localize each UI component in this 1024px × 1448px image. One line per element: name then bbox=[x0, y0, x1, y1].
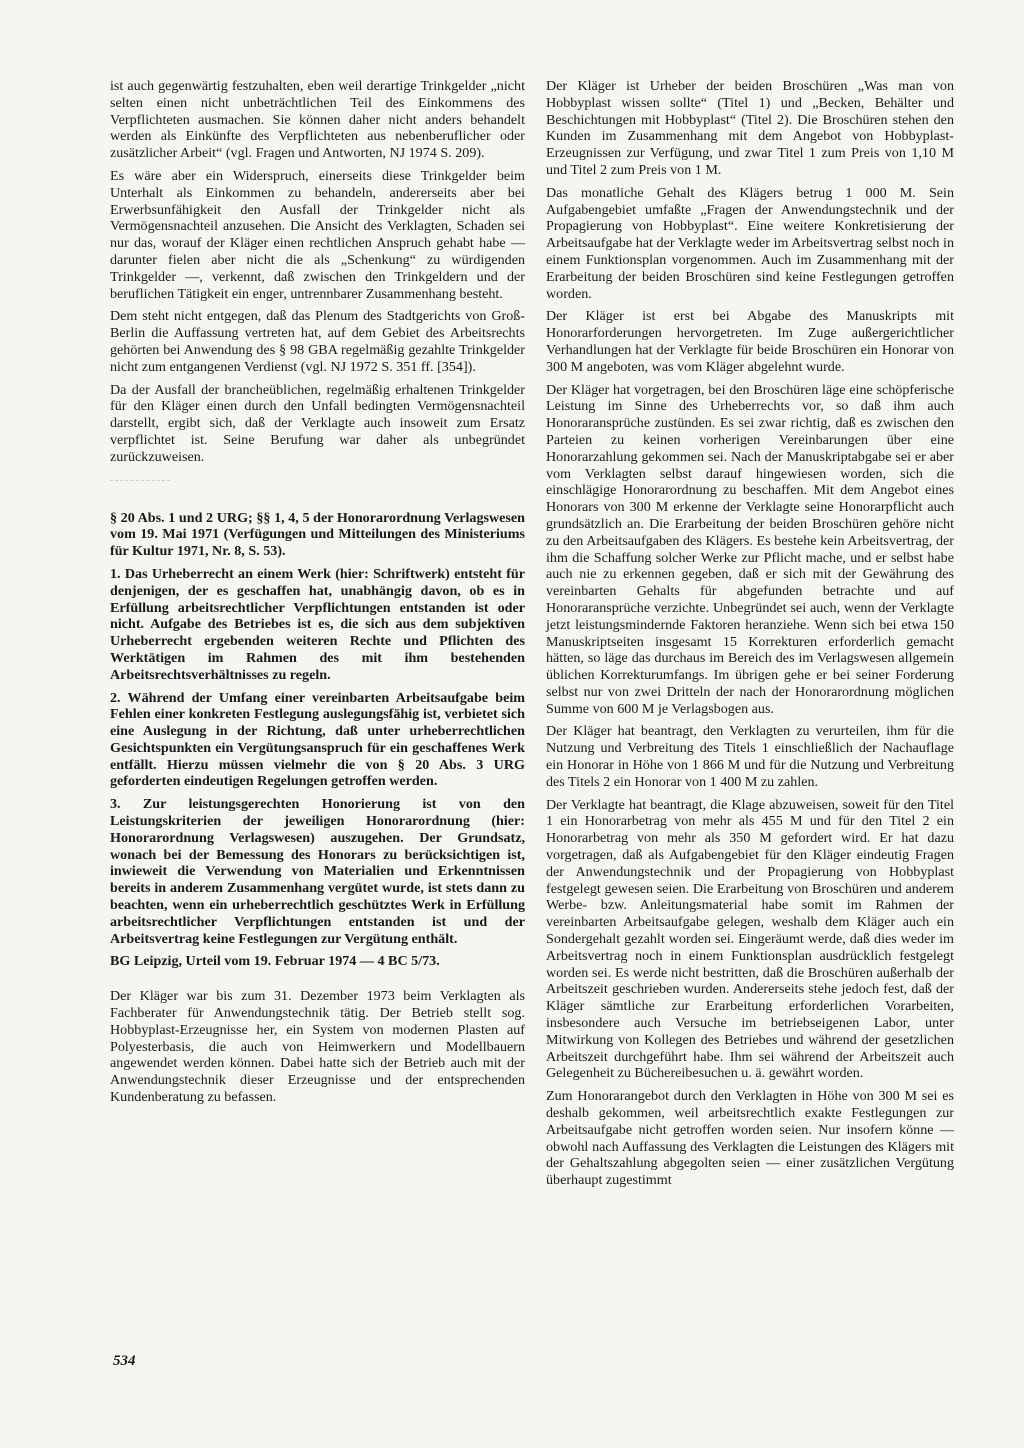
paragraph: Der Kläger ist Urheber der beiden Broschüren „Was man von Hobbyplast wissen sollte“ (Titel 1) und „Becken, Behälter und Beschichtungen mit Hobbyplast“ (Titel 2). Die Broschüren stehen den Kunden im Zusammenhang mit dem Angebot von Hobbyplast-Erzeugnissen zur Verfügung, und zwar Titel 1 zum Preis von 1,10 M und Titel 2 zum Preis von 1 M. bbox=[546, 78, 954, 178]
paragraph: Das monatliche Gehalt des Klägers betrug 1 000 M. Sein Aufgabengebiet umfaßte „Fragen der Anwendungstechnik und der Propagierung von Hobbyplast“. Eine weitere Konkretisierung der Arbeitsaufgabe hat der Verklagte weder im Arbeitsvertrag selbst noch in einem Funktionsplan vorgenommen. Auch im Zusammenhang mit der Erarbeitung der beiden Broschüren sind keine Festlegungen getroffen worden. bbox=[546, 184, 954, 302]
headnote: 2. Während der Umfang einer vereinbarten Arbeitsaufgabe beim Fehlen einer konkreten Festlegung auslegungsfähig ist, verbietet sich eine Auslegung in der Richtung, daß unter urheberrechtlichen Gesichtspunkten ein Vergütungsanspruch für ein geschaffenes Werk entfällt. Hierzu müssen vielmehr die von § 20 Abs. 3 URG geforderten eindeutigen Regelungen getroffen werden. bbox=[110, 689, 525, 790]
left-column bbox=[110, 78, 525, 1112]
paragraph: Dem steht nicht entgegen, daß das Plenum des Stadtgerichts von Groß-Berlin die Auffassung vertreten hat, auf dem Gebiet des Arbeitsrechts gehörten bei Anwendung des § 98 GBA regelmäßig gezahlte Trinkgelder nicht zum entgangenen Verdienst (vgl. NJ 1972 S. 351 ff. [354]). bbox=[110, 308, 525, 375]
paragraph: Der Kläger ist erst bei Abgabe des Manuskripts mit Honorarforderungen hervorgetreten. Im Zuge außergerichtlicher Verhandlungen hat der Verklagte für beide Broschüren ein Honorar von 300 M angeboten, was vom Kläger abgelehnt wurde. bbox=[546, 308, 954, 375]
headnote: 3. Zur leistungsgerechten Honorierung ist von den Leistungskriterien der jeweiligen Honorarordnung (hier: Honorarordnung Verlagswesen) auszugehen. Der Grundsatz, wonach bei der Bemessung des Honorars zu berücksichtigen ist, inwieweit die Verwendung von Materialien und Erkenntnissen bereits in anderem Zusammenhang vergütet wurde, ist stets dann zu beachten, wenn ein urheberrechtlich geschütztes Werk in Erfüllung arbeitsrechtlicher Verpflichtungen entstanden ist und der Arbeitsvertrag keine Festlegungen zur Vergütung enthält. bbox=[110, 796, 525, 947]
paragraph: Zum Honorarangebot durch den Verklagten in Höhe von 300 M sei es deshalb gekommen, weil arbeitsrechtlich exakte Festlegungen zur Arbeitsaufgabe nicht getroffen worden seien. Nur insofern könne — obwohl nach Auffassung des Verklagten die Leistungen des Klägers mit der Gehaltszahlung abgegolten seien — einer zusätzlichen Vergütung überhaupt zugestimmt bbox=[546, 1088, 954, 1189]
page-number: 534 bbox=[113, 1353, 136, 1369]
right-column bbox=[546, 78, 954, 1195]
paragraph: Es wäre aber ein Widerspruch, einerseits diese Trinkgelder beim Unterhalt als Einkommen zu behandeln, andererseits aber bei Erwerbsunfähigkeit den Ausfall der Trinkgelder nicht als Vermögensnachteil anzusehen. Die Ansicht des Verklagten, Schaden sei nur das, worauf der Kläger einen rechtlichen Anspruch gehabt habe — darunter fielen aber nicht die als „Schenkung“ zu würdigenden Trinkgelder —, verkennt, daß zwischen den Trinkgeldern und der beruflichen Tätigkeit ein enger, untrennbarer Zusammenhang besteht. bbox=[110, 167, 525, 302]
paragraph: Da der Ausfall der brancheüblichen, regelmäßig erhaltenen Trinkgelder für den Kläger einen durch den Unfall bedingten Vermögensnachteil darstellt, ergibt sich, daß der Verklagte auch insoweit zum Ersatz verpflichtet ist. Seine Berufung war daher als unbegründet zurückzuweisen. bbox=[110, 381, 525, 465]
paragraph: Der Verklagte hat beantragt, die Klage abzuweisen, soweit für den Titel 1 ein Honorarbetrag von mehr als 455 M und für den Titel 2 ein Honorarbetrag von mehr als 350 M gefordert wird. Er hat dazu vorgetragen, daß als Aufgabengebiet für den Kläger eindeutig Fragen der Anwendungstechnik und der Propagierung von Hobbyplast festgelegt gewesen seien. Die Erarbeitung von Broschüren und anderem Werbe- bzw. Anleitungsmaterial habe somit im Rahmen der vereinbarten Arbeitsaufgabe gelegen, weshalb dem Kläger auch ein Sondergehalt gezahlt worden sei. Eingeräumt werde, daß dies weder im Arbeitsvertrag noch in einem Funktionsplan ausdrücklich festgelegt worden sei. Es werde nicht bestritten, daß die Broschüren außerhalb der Arbeitszeit geschrieben wurden. Andererseits stehe jedoch fest, daß der Kläger sämtliche zur Erarbeitung erforderlichen Vorarbeiten, insbesondere auch Versuche im betriebseigenen Labor, unter Mitwirkung von Kollegen des Betriebes und während der gesetzlichen Arbeitszeit durchgeführt habe. Ihm sei während der Arbeitszeit auch Gelegenheit zu Büchereibesuchen u. ä. gewährt worden. bbox=[546, 796, 954, 1082]
paragraph: Der Kläger war bis zum 31. Dezember 1973 beim Verklagten als Fachberater für Anwendungstechnik tätig. Der Betrieb stellt sog. Hobbyplast-Erzeugnisse her, ein System von modernen Plasten auf Polyesterbasis, die auch von Heimwerkern und Modellbauern angewendet werden können. Dabei hatte sich der Betrieb auch mit der Anwendungstechnik dieser Erzeugnisse und der entsprechenden Kundenberatung zu befassen. bbox=[110, 988, 525, 1106]
paragraph: Der Kläger hat beantragt, den Verklagten zu verurteilen, ihm für die Nutzung und Verbreitung des Titels 1 einschließlich der Nachauflage ein Honorar in Höhe von 1 866 M und für die Nutzung und Verbreitung des Titels 2 ein Honorar von 1 400 M zu zahlen. bbox=[546, 723, 954, 790]
spacer bbox=[110, 976, 525, 988]
paragraph: Der Kläger hat vorgetragen, bei den Broschüren läge eine schöpferische Leistung im Sinne des Urheberrechts vor, so daß ihm auch Honoraransprüche zustünden. Es sei zwar richtig, daß es zwischen den Parteien zu keinen vorherigen Vereinbarungen über eine Honorarzahlung gekommen sei. Nach der Manuskriptabgabe sei er aber vom Verklagten selbst darauf hingewiesen worden, sich die einschlägige Honorarordnung zu beschaffen. Mit dem Angebot eines Honorars von 300 M erkenne der Verklagte seine Honorarpflicht auch grundsätzlich an. Die Erarbeitung der beiden Broschüren gehöre nicht zu den Arbeitsaufgaben des Klägers. Es bestehe kein Arbeitsvertrag, der ihm die Schaffung solcher Werke zur Pflicht mache, und er selbst habe auch nie zu erkennen gegeben, daß er sich mit der Gewährung des vereinbarten Gehalts für abgefunden betrachte und auf Honoraransprüche verzichte. Unbegründet sei auch, wenn der Verklagte jetzt leistungsmindernde Faktoren heranziehe. Wenn sich bei etwa 150 Manuskriptseiten insgesamt 15 Korrekturen erforderlich gemacht hätten, so läge das durchaus im Bereich des im Verlagswesen allgemein üblichen Korrekturumfangs. Im übrigen gehe er bei seiner Forderung selbst nur von zwei Dritteln der nach der Honorarordnung möglichen Summe von 600 M je Verlagsbogen aus. bbox=[546, 381, 954, 717]
headnote: 1. Das Urheberrecht an einem Werk (hier: Schriftwerk) entsteht für denjenigen, der es geschaffen hat, unabhängig davon, ob es in Erfüllung arbeitsrechtlicher Verpflichtungen entstanden ist oder nicht. Aufgabe des Betriebes ist es, die sich aus dem subjektiven Urheberrecht ergebenden weiteren Rechte und Pflichten des Werktätigen im Rahmen des mit ihm bestehenden Arbeitsrechtsverhältnisses zu regeln. bbox=[110, 565, 525, 683]
decision-heading: § 20 Abs. 1 und 2 URG; §§ 1, 4, 5 der Honorarordnung Verlagswesen vom 19. Mai 1971 (Verfügungen und Mitteilungen des Ministeriums für Kultur 1971, Nr. 8, S. 53). bbox=[110, 509, 525, 560]
paragraph: ist auch gegenwärtig festzuhalten, eben weil derartige Trinkgelder „nicht selten einen nicht unbeträchtlichen Teil des Einkommens des Verpflichteten ausmachen. Sie können daher nicht anders behandelt werden als Einkünfte des Verpflichteten aus nebenberuflicher oder zusätzlicher Arbeit“ (vgl. Fragen und Antworten, NJ 1974 S. 209). bbox=[110, 78, 525, 162]
court-citation: BG Leipzig, Urteil vom 19. Februar 1974 — 4 BC 5/73. bbox=[110, 953, 440, 970]
section-divider bbox=[110, 480, 170, 482]
